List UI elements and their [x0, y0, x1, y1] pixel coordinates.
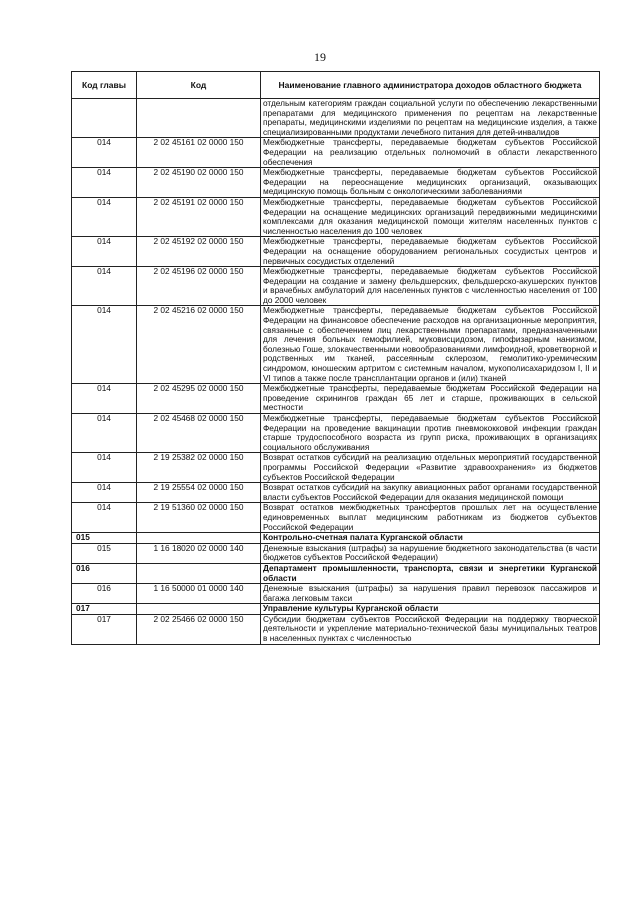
revenue-code-cell: 2 02 45295 02 0000 150 [137, 384, 261, 414]
description-cell: Возврат остатков субсидий на реализацию отдельных мероприятий государственной программы Российской Федерации «Развитие здравоохранения» из бюджетов субъектов Российской Федерации [261, 453, 600, 483]
table-row [72, 237, 600, 267]
table-row [72, 138, 600, 168]
chapter-code-cell: 017 [72, 604, 137, 615]
description-cell: Межбюджетные трансферты, передаваемые бюджетам субъектов Российской Федерации на оснащение медицинских организаций передвижными медицинскими комплексами для оказания медицинской помощи жителям населенных пунктов с численностью населения до 100 человек [261, 197, 600, 236]
chapter-code-cell: 014 [72, 414, 137, 453]
description-cell: Межбюджетные трансферты, передаваемые бюджетам Российской Федерации на проведение скринингов граждан 65 лет и старше, проживающих в сельской местности [261, 384, 600, 414]
revenue-code-cell [137, 563, 261, 583]
header-administrator-name: Наименование главного администратора доходов областного бюджета [261, 72, 600, 99]
page-number: 19 [314, 50, 326, 64]
table-row [72, 267, 600, 306]
section-header-row [72, 533, 600, 544]
table-row [72, 168, 600, 198]
revenue-administrators-table [71, 71, 600, 645]
description-cell: Межбюджетные трансферты, передаваемые бюджетам субъектов Российской Федерации на создание и замену фельдшерских, фельдшерско-акушерских пунктов и врачебных амбулаторий для населенных пунктов с численностью населения от 100 до 2000 человек [261, 267, 600, 306]
revenue-code-cell: 1 16 18020 02 0000 140 [137, 543, 261, 563]
header-code: Код [137, 72, 261, 99]
description-cell: отдельным категориям граждан социальной услуги по обеспечению лекарственными препаратами для медицинского применения по рецептам на лекарственные препараты, медицинскими изделиями по рецептам на медицинские изделия, а также специализированными продуктами лечебного питания для детей-инвалидов [261, 99, 600, 138]
chapter-code-cell: 014 [72, 197, 137, 236]
chapter-code-cell: 014 [72, 138, 137, 168]
revenue-code-cell: 2 19 51360 02 0000 150 [137, 503, 261, 533]
chapter-code-cell: 014 [72, 306, 137, 384]
description-cell: Межбюджетные трансферты, передаваемые бюджетам субъектов Российской Федерации на оснащение оборудованием региональных сосудистых центров и первичных сосудистых отделений [261, 237, 600, 267]
revenue-code-cell: 2 02 45196 02 0000 150 [137, 267, 261, 306]
table-row [72, 614, 600, 644]
revenue-code-cell [137, 99, 261, 138]
table-row [72, 197, 600, 236]
description-cell: Управление культуры Курганской области [261, 604, 600, 615]
chapter-code-cell: 015 [72, 543, 137, 563]
revenue-code-cell: 2 19 25554 02 0000 150 [137, 483, 261, 503]
header-chapter-code: Код главы [72, 72, 137, 99]
chapter-code-cell: 014 [72, 503, 137, 533]
chapter-code-cell: 015 [72, 533, 137, 544]
table-row [72, 543, 600, 563]
section-header-row [72, 563, 600, 583]
description-cell: Межбюджетные трансферты, передаваемые бюджетам субъектов Российской Федерации на переоснащение медицинских организаций, оказывающих медицинскую помощь больным с онкологическими заболеваниями [261, 168, 600, 198]
table-row [72, 99, 600, 138]
description-cell: Денежные взыскания (штрафы) за нарушения правил перевозок пассажиров и багажа легковым такси [261, 584, 600, 604]
chapter-code-cell: 014 [72, 384, 137, 414]
table-header-row [72, 72, 600, 99]
description-cell: Денежные взыскания (штрафы) за нарушение бюджетного законодательства (в части бюджетов субъектов Российской Федерации) [261, 543, 600, 563]
revenue-code-cell: 2 02 25466 02 0000 150 [137, 614, 261, 644]
description-cell: Возврат остатков межбюджетных трансфертов прошлых лет на осуществление единовременных выплат медицинским работникам из бюджетов субъектов Российской Федерации [261, 503, 600, 533]
table-row [72, 584, 600, 604]
chapter-code-cell: 014 [72, 237, 137, 267]
chapter-code-cell: 014 [72, 168, 137, 198]
chapter-code-cell: 014 [72, 267, 137, 306]
table-row [72, 414, 600, 453]
description-cell: Департамент промышленности, транспорта, связи и энергетики Курганской области [261, 563, 600, 583]
revenue-code-cell: 2 19 25382 02 0000 150 [137, 453, 261, 483]
revenue-code-cell: 2 02 45161 02 0000 150 [137, 138, 261, 168]
section-header-row [72, 604, 600, 615]
revenue-code-cell: 2 02 45468 02 0000 150 [137, 414, 261, 453]
description-cell: Межбюджетные трансферты, передаваемые бюджетам субъектов Российской Федерации на проведение вакцинации против пневмококковой инфекции граждан старше трудоспособного возраста из групп риска, проживающих в организациях социального обслуживания [261, 414, 600, 453]
chapter-code-cell: 014 [72, 453, 137, 483]
table-row [72, 453, 600, 483]
chapter-code-cell [72, 99, 137, 138]
description-cell: Субсидии бюджетам субъектов Российской Федерации на поддержку творческой деятельности и укрепление материально-технической базы муниципальных театров в населенных пунктах с численностью [261, 614, 600, 644]
table-row [72, 306, 600, 384]
revenue-code-cell: 1 16 50000 01 0000 140 [137, 584, 261, 604]
description-cell: Контрольно-счетная палата Курганской области [261, 533, 600, 544]
description-cell: Межбюджетные трансферты, передаваемые бюджетам субъектов Российской Федерации на финансовое обеспечение расходов на организационные мероприятия, связанные с обеспечением лиц лекарственными препаратами, предназначенными для лечения больных гемофилией, муковисцидозом, гипофизарным нанизмом, болезнью Гоше, злокачественными новообразованиями лимфоидной, кроветворной и родственных им тканей, рассеянным склерозом, гемолитико-уремическим синдромом, юношеским артритом с системным началом, мукополисахаридозом I, II и VI типов а также после трансплантации органов и (или) тканей [261, 306, 600, 384]
table-row [72, 503, 600, 533]
table-row [72, 483, 600, 503]
revenue-code-cell: 2 02 45192 02 0000 150 [137, 237, 261, 267]
revenue-code-cell: 2 02 45190 02 0000 150 [137, 168, 261, 198]
revenue-code-cell [137, 604, 261, 615]
revenue-code-cell: 2 02 45191 02 0000 150 [137, 197, 261, 236]
chapter-code-cell: 016 [72, 563, 137, 583]
chapter-code-cell: 014 [72, 483, 137, 503]
description-cell: Возврат остатков субсидий на закупку авиационных работ органами государственной власти субъектов Российской Федерации для оказания медицинской помощи [261, 483, 600, 503]
revenue-code-cell [137, 533, 261, 544]
chapter-code-cell: 016 [72, 584, 137, 604]
chapter-code-cell: 017 [72, 614, 137, 644]
table-row [72, 384, 600, 414]
description-cell: Межбюджетные трансферты, передаваемые бюджетам субъектов Российской Федерации на реализацию отдельных полномочий в области лекарственного обеспечения [261, 138, 600, 168]
revenue-code-cell: 2 02 45216 02 0000 150 [137, 306, 261, 384]
